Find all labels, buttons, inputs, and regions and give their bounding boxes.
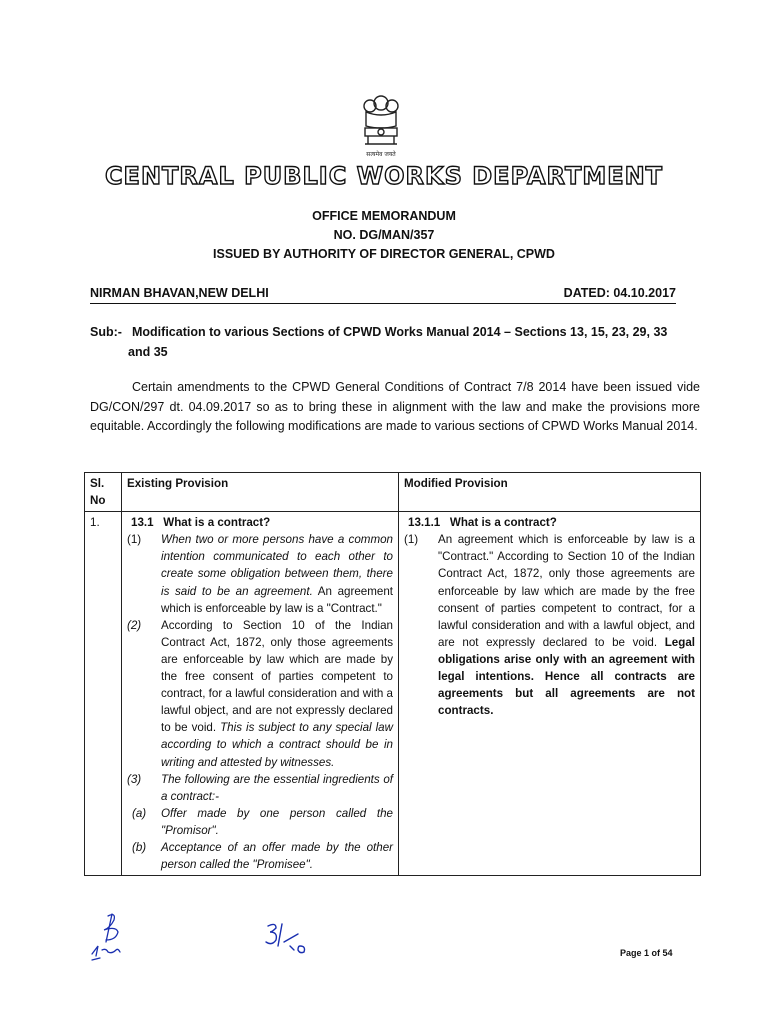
header-existing: Existing Provision bbox=[122, 473, 399, 512]
handwritten-initials-2 bbox=[262, 920, 310, 956]
place: NIRMAN BHAVAN,NEW DELHI bbox=[90, 286, 269, 300]
existing-clause-1 bbox=[127, 531, 393, 616]
state-emblem-icon bbox=[356, 92, 406, 162]
memo-title: OFFICE MEMORANDUM bbox=[312, 209, 456, 223]
clause-number: (b) bbox=[132, 840, 147, 854]
memo-heading bbox=[0, 207, 768, 264]
header-sl-no: Sl. No bbox=[85, 473, 122, 512]
clause-text-italic: Offer made by one person called the "Promisor". bbox=[161, 806, 393, 837]
modified-clause-1 bbox=[404, 531, 695, 719]
subject bbox=[90, 322, 700, 362]
clause-text-italic: When two or more persons have a common intention communicated to each other to create some obligation between them, there is said to be an agreement. bbox=[161, 533, 393, 598]
clause-text-bold: Legal obligations arise only with an agreement with legal intentions. Hence all contracts are agreements but all agreements are not contracts. bbox=[438, 635, 695, 718]
clause-text-italic: Acceptance of an offer made by the other person called the "Promisee". bbox=[161, 840, 393, 872]
issued-by: ISSUED BY AUTHORITY OF DIRECTOR GENERAL, CPWD bbox=[213, 247, 555, 261]
clause-text: An agreement which is enforceable by law is a "Contract." bbox=[161, 584, 393, 615]
clause-number: (a) bbox=[132, 806, 147, 820]
existing-clause-2 bbox=[127, 617, 393, 771]
existing-clause-3a bbox=[127, 805, 393, 839]
subject-text-1: Modification to various Sections of CPWD Works Manual 2014 – Sections 13, 15, 23, 29, 33 bbox=[132, 325, 668, 339]
clause-text: An agreement which is enforceable by law is a "Contract." According to Section 10 of the Indian Contract Act, 1872, only those agreements are enforceable by law which are made by the free consent of parties competent to contract, for a lawful consideration and with a lawful object, and are not expressly declared to be void. bbox=[438, 533, 695, 649]
row-sl-no: 1. bbox=[85, 512, 122, 876]
modified-section-no: 13.1.1 bbox=[408, 516, 441, 530]
department-title: CENTRAL PUBLIC WORKS DEPARTMENT bbox=[104, 162, 664, 190]
existing-clause-3 bbox=[127, 771, 393, 805]
header-modified: Modified Provision bbox=[399, 473, 701, 512]
subject-label: Sub:- bbox=[90, 325, 122, 339]
subject-text-2: and 35 bbox=[128, 345, 168, 359]
modified-section-title: What is a contract? bbox=[449, 516, 557, 530]
page-number: Page 1 of 54 bbox=[620, 948, 673, 958]
clause-text: According to Section 10 of the Indian Contract Act, 1872, only those agreements are enforceable by law which are made by the free consent of parties competent to contract, for a lawful consideration and with a lawful object, and are not expressly declared to be void. bbox=[161, 618, 393, 735]
modified-section-heading bbox=[404, 514, 695, 531]
existing-clause-3b bbox=[127, 839, 393, 873]
clause-number: (1) bbox=[404, 533, 419, 547]
provisions-table bbox=[84, 472, 701, 876]
clause-number: (3) bbox=[127, 772, 142, 786]
existing-section-title: What is a contract? bbox=[163, 516, 271, 530]
clause-text-italic: The following are the essential ingredients of a contract:- bbox=[161, 772, 393, 803]
date: DATED: 04.10.2017 bbox=[563, 286, 676, 300]
handwritten-initials-1 bbox=[86, 910, 144, 962]
memo-number: NO. DG/MAN/357 bbox=[333, 228, 435, 242]
existing-section-heading bbox=[127, 514, 393, 531]
emblem-caption: सत्यमेव जयते bbox=[366, 151, 396, 158]
existing-provision-cell bbox=[122, 512, 399, 876]
clause-number: (2) bbox=[127, 618, 142, 632]
modified-provision-cell bbox=[399, 512, 701, 876]
existing-section-no: 13.1 bbox=[131, 516, 154, 530]
table-header-row bbox=[85, 473, 701, 512]
clause-number: (1) bbox=[127, 533, 142, 547]
place-date-row bbox=[90, 286, 676, 304]
clause-text-italic: This is subject to any special law according to which a contract should be in writing and attested by witnesses. bbox=[161, 721, 393, 769]
intro-paragraph: Certain amendments to the CPWD General Conditions of Contract 7/8 2014 have been issued vide DG/CON/297 dt. 04.09.2017 so as to bring these in alignment with the law and make the provisions more equitable. Accordingly the following modifications are made to various sections of CPWD Works Manual 2014. bbox=[90, 380, 700, 433]
table-row bbox=[85, 512, 701, 876]
